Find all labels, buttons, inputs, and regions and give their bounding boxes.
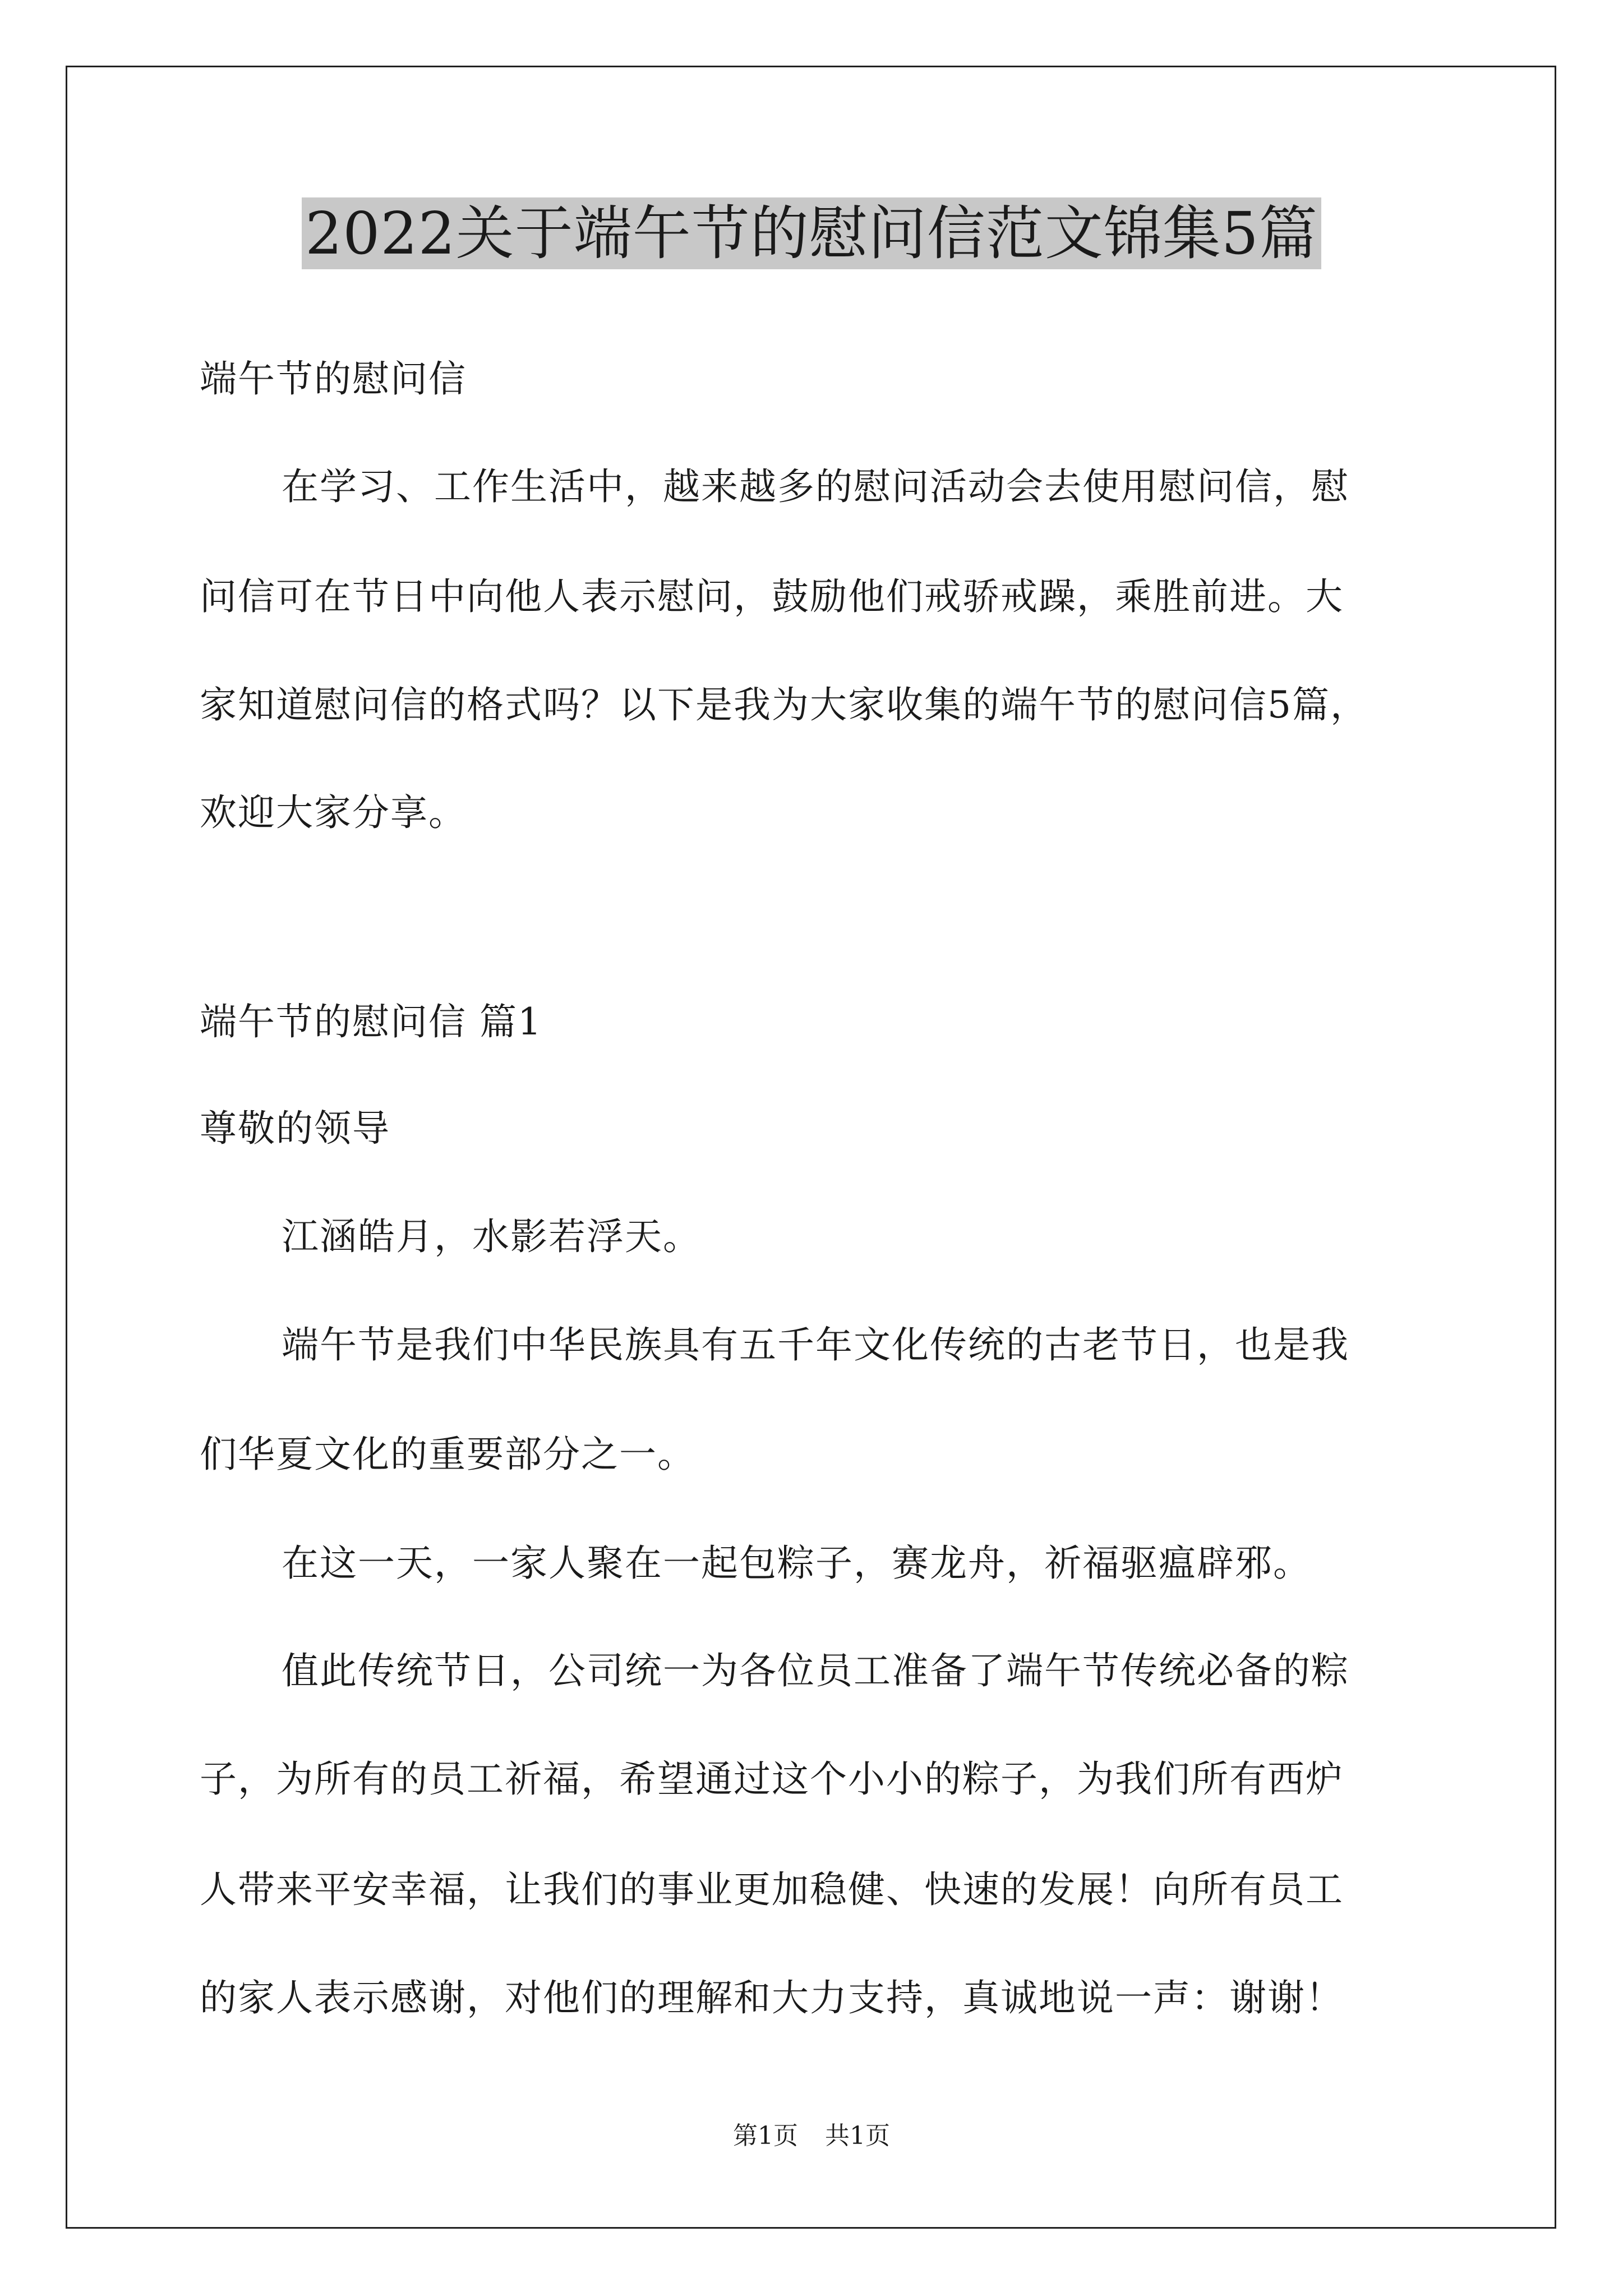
paragraph-line: 子，为所有的员工祈福，希望通过这个小小的粽子，为我们所有西炉 xyxy=(200,1757,1344,1801)
paragraph-line: 人带来平安幸福，让我们的事业更加稳健、快速的发展！向所有员工 xyxy=(200,1868,1344,1911)
salutation: 尊敬的领导 xyxy=(200,1107,390,1150)
page-footer xyxy=(0,2124,1623,2148)
paragraph-line: 家知道慰问信的格式吗？以下是我为大家收集的端午节的慰问信5篇， xyxy=(200,683,1368,726)
paragraph-line: 们华夏文化的重要部分之一。 xyxy=(200,1433,695,1476)
page-total: 共1页 xyxy=(825,2122,890,2150)
paragraph-line: 问信可在节日中向他人表示慰问，鼓励他们戒骄戒躁，乘胜前进。大 xyxy=(200,575,1344,618)
paragraph-line: 江涵皓月，水影若浮天。 xyxy=(282,1215,701,1258)
paragraph-line: 端午节是我们中华民族具有五千年文化传统的古老节日，也是我 xyxy=(282,1323,1349,1366)
letter-heading: 端午节的慰问信 篇1 xyxy=(200,1000,542,1043)
paragraph-line: 在学习、工作生活中，越来越多的慰问活动会去使用慰问信，慰 xyxy=(282,465,1349,508)
title-container xyxy=(0,197,1623,269)
section-heading: 端午节的慰问信 xyxy=(200,357,467,401)
document-title: 2022关于端午节的慰问信范文锦集5篇 xyxy=(302,197,1321,269)
paragraph-line: 欢迎大家分享。 xyxy=(200,791,467,834)
paragraph-line: 的家人表示感谢，对他们的理解和大力支持，真诚地说一声：谢谢！ xyxy=(200,1976,1344,2019)
paragraph-line: 在这一天，一家人聚在一起包粽子，赛龙舟，祈福驱瘟辟邪。 xyxy=(282,1542,1311,1585)
page-number: 第1页 xyxy=(733,2122,798,2150)
paragraph-line: 值此传统节日，公司统一为各位员工准备了端午节传统必备的粽 xyxy=(282,1649,1349,1692)
